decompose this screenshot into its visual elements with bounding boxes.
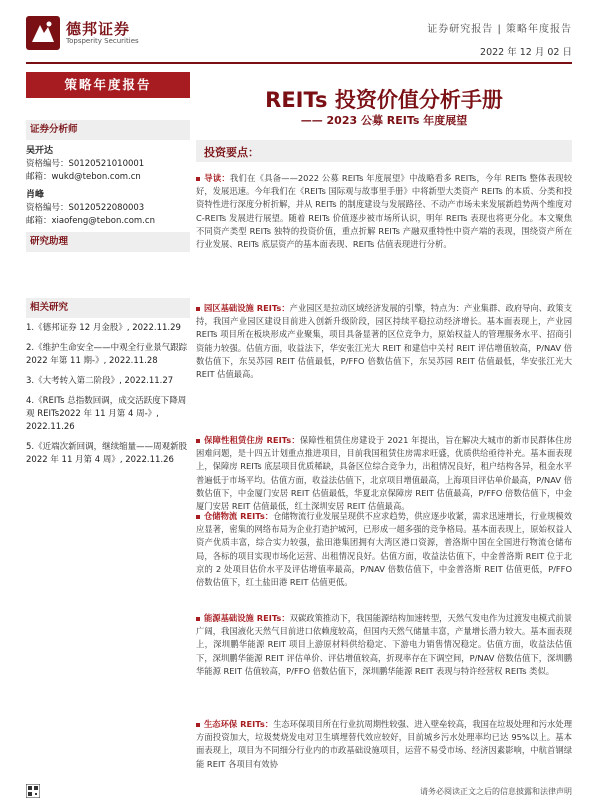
analyst-email[interactable]: 邮箱：wukd@tebon.com.cn bbox=[26, 172, 141, 182]
assistant-section-heading: 研究助理 bbox=[26, 232, 190, 252]
analyst-name: 吴开达 bbox=[26, 146, 54, 156]
related-section-heading: 相关研究 bbox=[26, 298, 190, 318]
related-research-item[interactable]: 3.《大考转入第二阶段》, 2022.11.27 bbox=[26, 376, 174, 386]
report-subtitle: —— 2023 公募 REITs 年度展望 bbox=[300, 114, 468, 127]
key-point-paragraph bbox=[196, 718, 572, 780]
bullet-icon bbox=[196, 439, 200, 443]
bullet-icon bbox=[196, 307, 200, 311]
paragraph-text: 仓储物流行业发展呈现供不应求趋势，供应逐步收紧，需求迅速增长，行业规模效应显著，密集的网络布局为企业打造护城河，已形成一超多强的竞争格局。基本面表现上，原始权益人资产优质丰富，综合实力较强，盐田港集团拥有大湾区港口资源，普洛斯中国在全国进行物流仓储布局，各标的项目实现市场化运营、出租情况良好。估值方面，收益法估值下，中金普洛斯 REIT 位于北京的 2 处项目估价水平及评估增值率最高，P/NAV 倍数估值下，中金普洛斯 REIT 估值更低，P/FFO 倍数估值下，红土盐田港 REIT 估值更低。 bbox=[196, 511, 572, 588]
key-point-paragraph bbox=[196, 172, 572, 251]
company-logo bbox=[26, 16, 186, 50]
report-category-tag: 策略年度报告 bbox=[26, 72, 190, 98]
report-date: 2022 年 12 月 02 日 bbox=[480, 47, 572, 58]
bullet-icon bbox=[196, 515, 200, 519]
paragraph-text: 我们在《具备——2022 公募 REITs 年度展望》中战略看多 REITs，今年 REITs 整体表现较好，发展迅速。今年我们在《REITs 国际观与故事里手册》中将新型大类资产 REITs 的本质、分类和投资特性进行深度分析折解，并从 REITs 的制度建设与发展路径、不动产市场未来发展新趋势两个维度对 C-REITs 发展进行展望。随着 REITs 价值逐步被市场所认识，明年 REITs 表现也将更分化。本文聚焦不同资产类型 REITs 独特的投资价值，重点折解 REITs 产融双重特性中资产端的表现，围绕资产所在行业发展、REITs 底层资产的基本面表现、REITs 估值表现进行分析。 bbox=[196, 173, 572, 250]
related-research-item[interactable]: 5.《近端次新回调，继续缩量——周观新股 2022 年 11 月第 4 周》, 2022.11.26 bbox=[26, 442, 188, 465]
key-point-paragraph bbox=[196, 612, 572, 678]
paragraph-text: 保障性租赁住房建设于 2021 年提出，旨在解决大城市的新市民群体住房困难问题，是十四五计划重点推进项目，目前我国租赁住房需求旺盛，优质供给亟待补充。基本面表现上，保障房 REITs 底层项目优质稀缺，具备区位综合竞争力，出租情况良好，租户结构各异，租金水平普遍低于市场平均。估值方面，收益法估值下，北京项目增值最高，上海项目评估单价最高，P/NAV 倍数估值下，中金厦门安居 REIT 估值最低，华夏北京保障房 REIT 估值最高，P/FFO 倍数估值下，中金厦门安居 REIT 估值最低，红土深圳安居 REIT 估值最高。 bbox=[196, 435, 572, 512]
bullet-icon bbox=[196, 723, 200, 727]
header-divider bbox=[26, 62, 572, 64]
logo-emblem-icon bbox=[26, 16, 60, 50]
bullet-icon bbox=[196, 177, 200, 181]
analyst-card bbox=[26, 189, 190, 228]
key-point-paragraph bbox=[196, 510, 572, 589]
footer-disclaimer: 请务必阅读正文之后的信息披露和法律声明 bbox=[420, 787, 572, 796]
paragraph-lead: 能源基础设施 REITs： bbox=[204, 613, 290, 623]
report-title: REITs 投资价值分析手册 bbox=[265, 88, 503, 112]
paragraph-lead: 仓储物流 REITs： bbox=[204, 511, 274, 521]
logo-name: 德邦证券 bbox=[66, 20, 131, 38]
related-research-item[interactable]: 4.《REITs 总指数回调，成交活跃度下降周观 REITs2022 年 11 月第 4 周-》, 2022.11.26 bbox=[26, 396, 187, 432]
analyst-cert: 资格编号：S0120521010001 bbox=[26, 159, 145, 169]
key-points-heading: 投资要点： bbox=[204, 146, 259, 159]
qr-code-icon bbox=[26, 784, 40, 798]
report-type: 证券研究报告 | 策略年度报告 bbox=[427, 24, 572, 35]
paragraph-lead: 保障性租赁住房 REITs： bbox=[204, 435, 300, 445]
key-point-paragraph bbox=[196, 302, 572, 381]
key-points-heading-bar bbox=[196, 140, 572, 162]
paragraph-text: 产业园区是拉动区域经济发展的引擎，特点为：产业集群、政府导向、政策支持，我国产业园区建设目前进入创新升级阶段，园区持续平稳拉动经济增长。基本面表现上，产业园 REITs 项目所在板块形成产业聚集，项目具备显著的区位竞争力，原始权益人的管理服务水平、招商引资能力较强。估值方面，收益法下，华安张江光大 REIT 和建信中关村 REIT 评估增值较高，P/NAV 倍数估值下，东吴苏园 REIT 估值最低，P/FFO 倍数估值下，东吴苏园 REIT 估值最低，华安张江光大 REIT 估值最高。 bbox=[196, 303, 572, 380]
bullet-icon bbox=[196, 617, 200, 621]
analyst-card bbox=[26, 145, 190, 184]
paragraph-lead: 园区基础设施 REITs： bbox=[204, 303, 290, 313]
paragraph-lead: 生态环保 REITs： bbox=[204, 719, 274, 729]
analyst-email[interactable]: 邮箱：xiaofeng@tebon.com.cn bbox=[26, 216, 155, 226]
analyst-section-heading: 证券分析师 bbox=[26, 120, 190, 140]
analyst-cert: 资格编号：S0120522080003 bbox=[26, 203, 145, 213]
related-research-list bbox=[26, 322, 190, 474]
related-research-item[interactable]: 1.《德邦证券 12 月金股》, 2022.11.29 bbox=[26, 323, 181, 333]
analyst-name: 肖峰 bbox=[26, 190, 45, 200]
logo-english-name: Topsperity Securities bbox=[66, 37, 139, 45]
paragraph-lead: 导读： bbox=[204, 173, 230, 183]
key-point-paragraph bbox=[196, 434, 572, 513]
paragraph-text: 生态环保项目所在行业抗周期性较强、进入壁垒较高，我国在垃圾处理和污水处理方面投资加大，垃圾焚烧发电对卫生填埋替代效应较好，目前城乡污水处理率均已达 95%以上。基本面表现上，项目为不同细分行业内的市政基础设施项目，运营不易受市场、经济因素影响，中航首钢绿能 REIT 各项目有效协 bbox=[196, 719, 572, 769]
paragraph-text: 双碳政策推动下，我国能源结构加速转型，天然气发电作为过渡发电模式前景广阔，我国液化天然气目前进口依赖度较高，但国内天然气储量丰富，产量增长潜力较大。基本面表现上，深圳鹏华能源 REIT 项目上游原材料供给稳定、下游电力销售情况稳定。估值方面，收益法估值下，深圳鹏华能源 REIT 评估单价、评估增值较高，折现率存在下调空间，P/NAV 倍数估值下，深圳鹏华能源 REIT 估值较高，P/FFO 倍数估值下，深圳鹏华能源 REIT 表现与特许经营权 REITs 类似。 bbox=[196, 613, 572, 676]
related-research-item[interactable]: 2.《维护生命安全——中观全行业景气跟踪 2022 年第 11 期-》, 2022.11.28 bbox=[26, 343, 188, 366]
